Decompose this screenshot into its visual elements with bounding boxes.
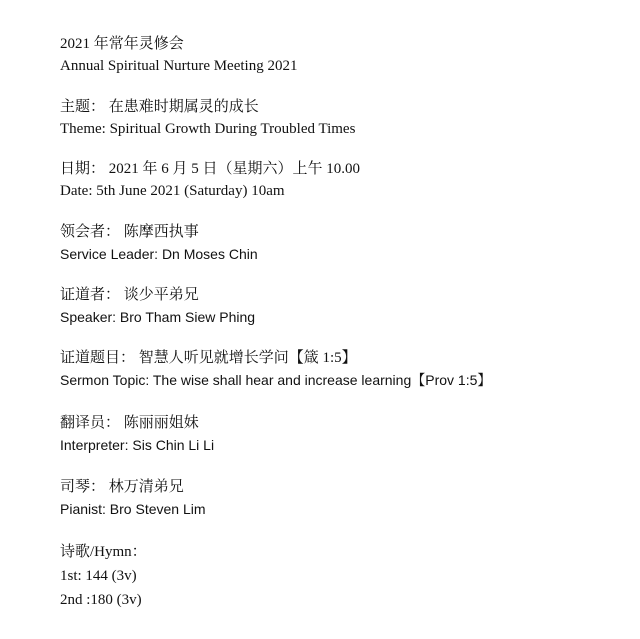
- interpreter-english: Interpreter: Sis Chin Li Li: [60, 437, 215, 453]
- speaker-chinese: 证道者： 谈少平弟兄: [60, 287, 199, 303]
- interpreter-chinese: 翻译员： 陈丽丽姐妹: [60, 415, 199, 431]
- sermon-topic-english: Sermon Topic: The wise shall hear and increase learning【Prov 1:5】: [60, 372, 492, 388]
- hymn-heading: 诗歌/Hymn：: [60, 544, 147, 560]
- service-leader-english: Service Leader: Dn Moses Chin: [60, 246, 258, 262]
- speaker-block: [60, 284, 620, 328]
- service-leader-block: [60, 221, 620, 265]
- sermon-block: [60, 347, 620, 391]
- theme-block: [60, 96, 620, 140]
- date-chinese: 日期： 2021 年 6 月 5 日（星期六）上午 10.00: [60, 161, 361, 177]
- sermon-topic-chinese: 证道题目： 智慧人听见就增长学问【箴 1:5】: [60, 350, 357, 366]
- date-english: Date: 5th June 2021 (Saturday) 10am: [60, 183, 285, 199]
- pianist-block: [60, 476, 620, 520]
- date-block: [60, 158, 620, 202]
- theme-chinese: 主题： 在患难时期属灵的成长: [60, 99, 259, 115]
- hymn-item: 2nd :180 (3v): [60, 592, 142, 608]
- service-leader-chinese: 领会者： 陈摩西执事: [60, 224, 199, 240]
- meeting-title-english: Annual Spiritual Nurture Meeting 2021: [60, 58, 298, 74]
- pianist-chinese: 司琴： 林万清弟兄: [60, 479, 184, 495]
- hymn-item: 1st: 144 (3v): [60, 568, 137, 584]
- hymn-block: [60, 540, 620, 612]
- interpreter-block: [60, 412, 620, 456]
- meeting-title-chinese: 2021 年常年灵修会: [60, 36, 184, 52]
- speaker-english: Speaker: Bro Tham Siew Phing: [60, 309, 256, 325]
- meeting-title-block: [60, 33, 620, 77]
- theme-english: Theme: Spiritual Growth During Troubled Times: [60, 121, 356, 137]
- pianist-english: Pianist: Bro Steven Lim: [60, 501, 206, 517]
